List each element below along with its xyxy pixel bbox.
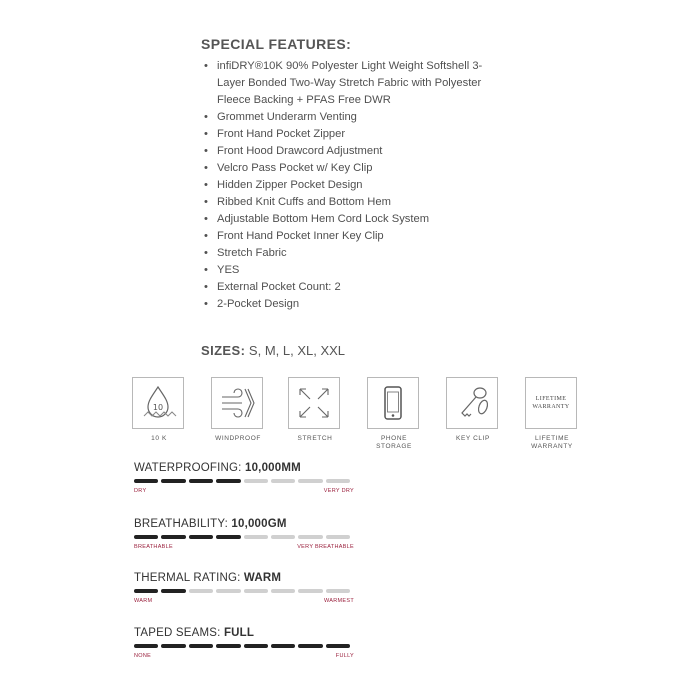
rating-bar	[134, 589, 354, 593]
icon-label: LIFETIME WARRANTY	[531, 435, 573, 450]
rating-label: WATERPROOFING:	[134, 462, 245, 474]
rating-segment-filled	[298, 644, 322, 648]
rating-segment-empty	[244, 589, 268, 593]
rating-segment-filled	[326, 644, 350, 648]
lifetime-warranty-icon	[525, 377, 577, 429]
rating-value: 10,000GM	[231, 518, 287, 530]
icon-label: 10 K	[151, 435, 167, 442]
scale-max-label: FULLY	[335, 653, 354, 659]
rating-segment-filled	[216, 535, 240, 539]
scale-min-label: WARM	[134, 598, 153, 604]
feature-item: • Stretch Fabric	[201, 245, 501, 262]
icon-label: PHONE STORAGE	[376, 435, 412, 450]
rating-scale	[134, 544, 354, 550]
rating-bar	[134, 479, 354, 483]
scale-min-label: BREATHABLE	[134, 544, 173, 550]
icon-label: STRETCH	[297, 435, 333, 442]
waterproof-10k-icon	[132, 377, 184, 429]
rating-segment-filled	[189, 644, 213, 648]
rating-segment-filled	[161, 589, 185, 593]
rating-scale	[134, 488, 354, 494]
rating-segment-empty	[326, 535, 350, 539]
windproof-icon	[211, 377, 263, 429]
rating-segment-empty	[244, 535, 268, 539]
feature-item: • 2-Pocket Design	[201, 296, 501, 313]
feature-item: • Ribbed Knit Cuffs and Bottom Hem	[201, 194, 501, 211]
icon-tile-stretch	[288, 377, 342, 443]
rating-segment-empty	[216, 589, 240, 593]
rating-title	[134, 572, 354, 586]
rating-segment-empty	[244, 479, 268, 483]
scale-max-label: WARMEST	[323, 598, 354, 604]
icon-tile-10k	[132, 377, 186, 443]
feature-item: • External Pocket Count: 2	[201, 279, 501, 296]
feature-item: • infiDRY®10K 90% Polyester Light Weight Softshell 3-Layer Bonded Two-Way Stretch Fabric with Polyester Fleece Backing + PFAS Free DWR	[201, 58, 501, 109]
feature-item: • Adjustable Bottom Hem Cord Lock System	[201, 211, 501, 228]
icon-tile-phone-storage	[367, 377, 421, 451]
feature-icons	[132, 377, 582, 452]
rating-segment-filled	[216, 479, 240, 483]
phone-storage-icon	[367, 377, 419, 429]
feature-item: • Front Hood Drawcord Adjustment	[201, 143, 501, 160]
rating-segment-filled	[161, 644, 185, 648]
icon-label: KEY CLIP	[456, 435, 490, 442]
rating-segment-empty	[271, 589, 295, 593]
special-features-heading: SPECIAL FEATURES:	[201, 36, 352, 52]
feature-item: • YES	[201, 262, 501, 279]
icon-tile-key-clip	[446, 377, 500, 443]
rating-label: TAPED SEAMS:	[134, 627, 224, 639]
rating-segment-empty	[189, 589, 213, 593]
rating-value: FULL	[223, 627, 255, 639]
rating-scale	[134, 598, 354, 604]
rating-segment-empty	[326, 479, 350, 483]
feature-item: • Velcro Pass Pocket w/ Key Clip	[201, 160, 501, 177]
stretch-icon	[288, 377, 340, 429]
rating-title	[134, 518, 354, 532]
special-features-list	[201, 58, 501, 313]
icon-tile-windproof	[211, 377, 265, 443]
rating-segment-filled	[216, 644, 240, 648]
rating-segment-filled	[134, 644, 158, 648]
feature-item: • Hidden Zipper Pocket Design	[201, 177, 501, 194]
scale-max-label: VERY DRY	[323, 488, 354, 494]
rating-segment-filled	[134, 535, 158, 539]
rating-thermal	[134, 572, 354, 604]
rating-title	[134, 627, 354, 641]
scale-min-label: DRY	[134, 488, 147, 494]
icon-tile-lifetime-warranty	[525, 377, 579, 451]
rating-bar	[134, 644, 354, 648]
rating-waterproofing	[134, 462, 354, 494]
feature-item: • Front Hand Pocket Zipper	[201, 126, 501, 143]
rating-bar	[134, 535, 354, 539]
feature-item: • Grommet Underarm Venting	[201, 109, 501, 126]
rating-segment-empty	[298, 589, 322, 593]
sizes-line	[201, 343, 345, 358]
rating-segment-empty	[298, 535, 322, 539]
warranty-box-text: LIFETIME WARRANTY	[532, 396, 570, 410]
icon-label: WINDPROOF	[215, 435, 261, 442]
rating-label: BREATHABILITY:	[134, 518, 232, 530]
rating-segment-empty	[298, 479, 322, 483]
sizes-value: S, M, L, XL, XXL	[248, 343, 346, 358]
rating-segment-filled	[161, 479, 185, 483]
rating-segment-filled	[189, 535, 213, 539]
key-clip-icon	[446, 377, 498, 429]
rating-title	[134, 462, 354, 476]
rating-segment-filled	[134, 479, 158, 483]
rating-value: 10,000MM	[244, 462, 301, 474]
rating-segment-filled	[244, 644, 268, 648]
scale-max-label: VERY BREATHABLE	[297, 544, 354, 550]
rating-segment-empty	[271, 535, 295, 539]
rating-segment-filled	[134, 589, 158, 593]
sizes-label: SIZES:	[201, 343, 246, 358]
rating-segment-empty	[326, 589, 350, 593]
rating-taped-seams	[134, 627, 354, 659]
rating-segment-empty	[271, 479, 295, 483]
scale-min-label: NONE	[134, 653, 152, 659]
svg-text:10: 10	[152, 403, 164, 412]
rating-label: THERMAL RATING:	[134, 572, 244, 584]
feature-item: • Front Hand Pocket Inner Key Clip	[201, 228, 501, 245]
rating-segment-filled	[189, 479, 213, 483]
rating-segment-filled	[271, 644, 295, 648]
rating-segment-filled	[161, 535, 185, 539]
rating-scale	[134, 653, 354, 659]
rating-breathability	[134, 518, 354, 550]
rating-value: WARM	[243, 572, 282, 584]
